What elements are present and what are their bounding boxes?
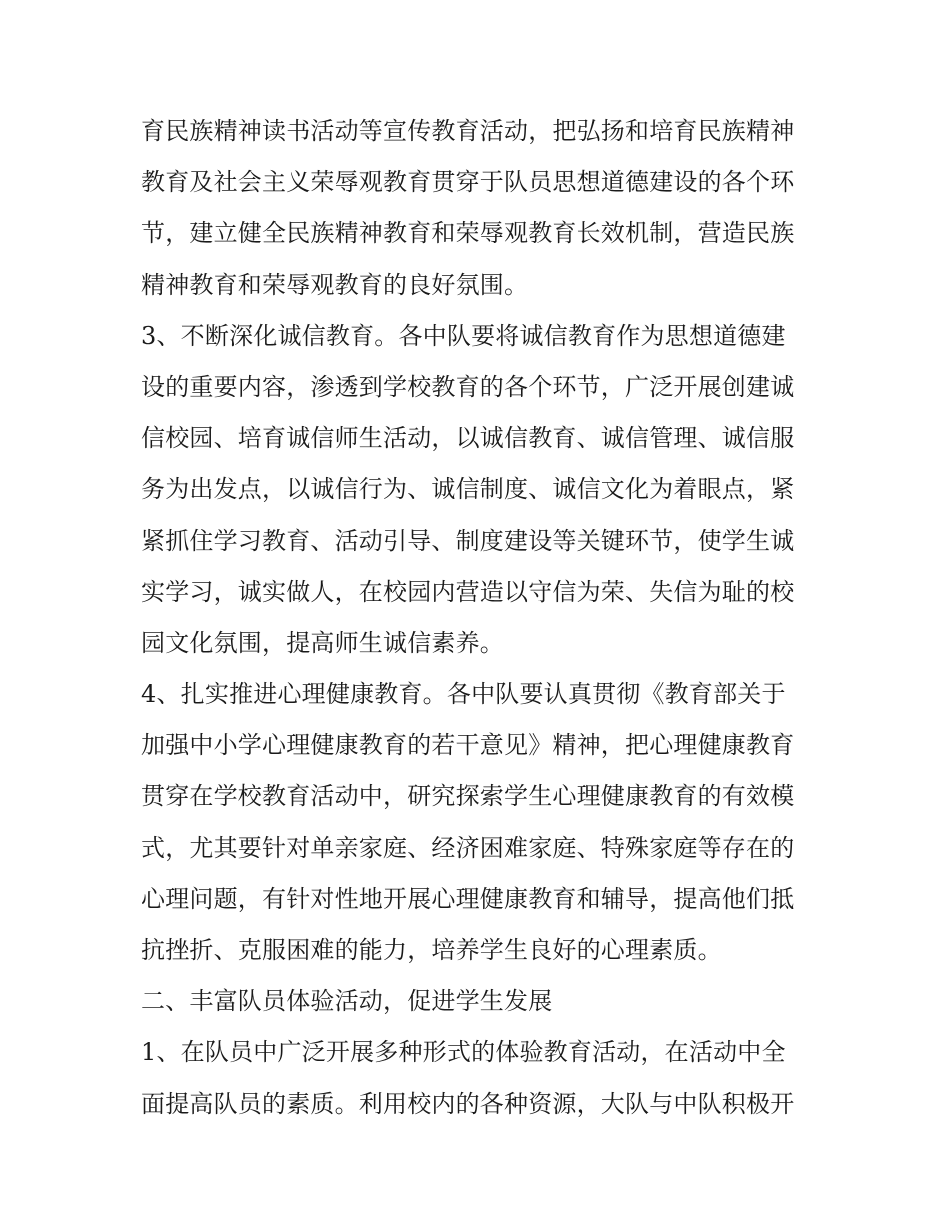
section-item-4-heading: 4、扎实推进心理健康教育。各中队要认真贯彻《教育部关于	[141, 680, 786, 709]
section-item-3-heading: 3、不断深化诚信教育。各中队要将诚信教育作为思想道德建	[141, 321, 786, 350]
text-line: 加强中小学心理健康教育的若干意见》精神，把心理健康教育	[141, 731, 795, 760]
text-line: 园文化氛围，提高师生诚信素养。	[141, 628, 504, 657]
text-line: 实学习，诚实做人，在校园内营造以守信为荣、失信为耻的校	[141, 577, 795, 606]
text-line: 精神教育和荣辱观教育的良好氛围。	[141, 270, 529, 299]
text-line: 教育及社会主义荣辱观教育贯穿于队员思想道德建设的各个环	[141, 168, 795, 197]
text-line: 节，建立健全民族精神教育和荣辱观教育长效机制，营造民族	[141, 219, 795, 248]
text-line: 设的重要内容，渗透到学校教育的各个环节，广泛开展创建诚	[141, 372, 795, 401]
text-line: 式，尤其要针对单亲家庭、经济困难家庭、特殊家庭等存在的	[141, 833, 795, 862]
text-line: 抗挫折、克服困难的能力，培养学生良好的心理素质。	[141, 936, 722, 964]
text-line: 紧抓住学习教育、活动引导、制度建设等关键环节，使学生诚	[141, 526, 795, 555]
document-body	[141, 106, 821, 1130]
text-line: 务为出发点，以诚信行为、诚信制度、诚信文化为着眼点，紧	[141, 475, 795, 504]
text-line: 信校园、培育诚信师生活动，以诚信教育、诚信管理、诚信服	[141, 424, 795, 453]
text-line: 贯穿在学校教育活动中，研究探索学生心理健康教育的有效模	[141, 782, 795, 811]
section-item-1-heading: 1、在队员中广泛开展多种形式的体验教育活动，在活动中全	[141, 1038, 786, 1067]
section-2-heading: 二、丰富队员体验活动，促进学生发展	[141, 987, 553, 1016]
text-line: 育民族精神读书活动等宣传教育活动，把弘扬和培育民族精神	[141, 117, 795, 145]
text-line: 心理问题，有针对性地开展心理健康教育和辅导，提高他们抵	[141, 884, 795, 913]
text-line: 面提高队员的素质。利用校内的各种资源，大队与中队积极开	[141, 1089, 795, 1118]
